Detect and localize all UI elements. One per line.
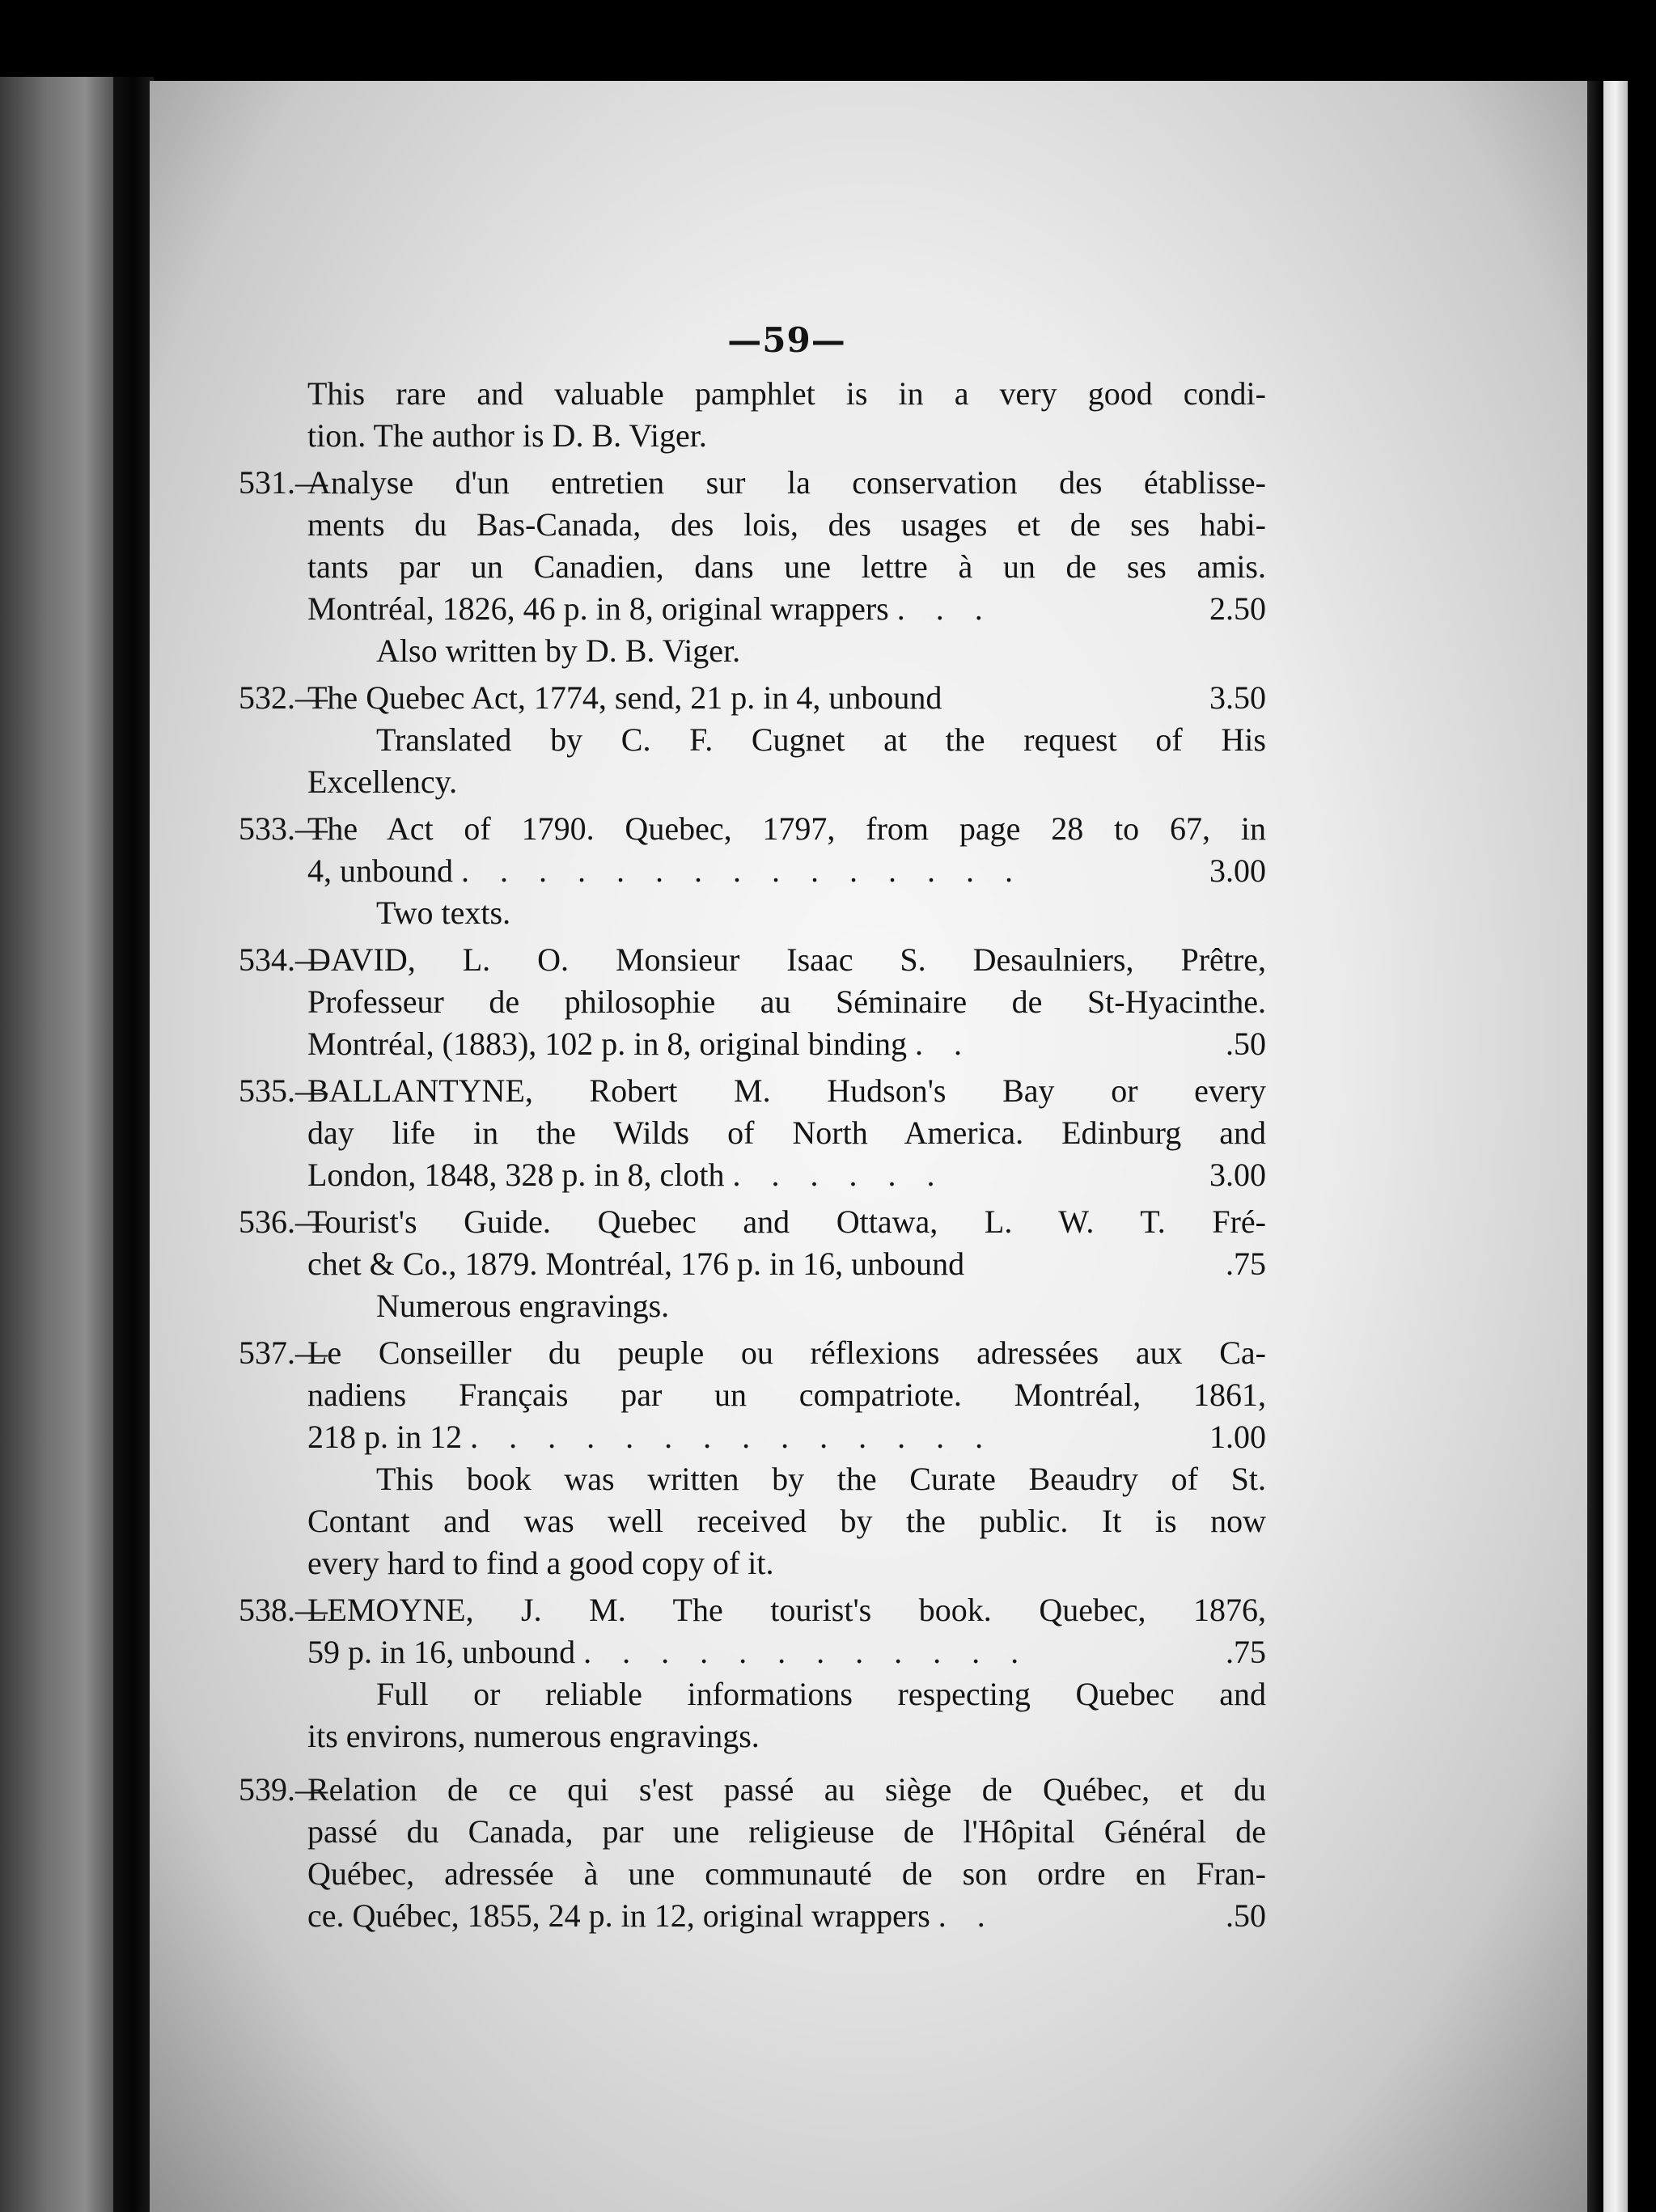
entry-note: its environs, numerous engravings. [307, 1718, 760, 1754]
entry-line: day life in the Wilds of North America. Edinburg and [307, 1114, 1266, 1151]
preamble-line: tion. The author is D. B. Viger. [307, 417, 707, 454]
price-row [307, 850, 1266, 892]
scan-border-right [1628, 81, 1656, 2212]
catalogue-entry [239, 808, 1266, 934]
entry-line: Relation de ce qui s'est passé au siège de Québec, et du [307, 1771, 1266, 1808]
price-row [307, 1895, 1266, 1937]
price: .75 [1226, 1634, 1266, 1670]
entry-number: 537.— [239, 1334, 328, 1371]
entry-note: Also written by D. B. Viger. [376, 632, 741, 669]
leader-dots: . . [915, 1026, 974, 1062]
price: .75 [1226, 1246, 1266, 1282]
price-row [307, 1243, 1266, 1285]
entry-line: ments du Bas-Canada, des lois, des usages et de ses habi- [307, 506, 1266, 543]
entry-line: The Quebec Act, 1774, send, 21 p. in 4, unbound [307, 679, 942, 716]
entry-line: Québec, adressée à une communauté de son ordre en Fran- [307, 1855, 1266, 1892]
entry-number: 535.— [239, 1072, 328, 1109]
entry-note: Full or reliable informations respecting Quebec and [376, 1676, 1266, 1712]
price: .50 [1226, 1026, 1266, 1062]
catalogue-entry [239, 1769, 1266, 1937]
entry-line: passé du Canada, par une religieuse de l'Hôpital Général de [307, 1813, 1266, 1850]
price: 2.50 [1209, 590, 1266, 627]
price: 3.00 [1209, 852, 1266, 889]
entry-line: Montréal, 1826, 46 p. in 8, original wrappers [307, 590, 889, 627]
entry-number: 534.— [239, 941, 328, 978]
price-row [307, 1154, 1266, 1196]
leader-dots: . . [938, 1897, 997, 1934]
entry-line: Analyse d'un entretien sur la conservation des établisse- [307, 464, 1266, 501]
price-row [307, 677, 1266, 719]
page-edge-shadow [1587, 81, 1603, 2212]
entry-line: 4, unbound [307, 852, 453, 889]
scan-border-top [0, 0, 1656, 81]
entry-line: LEMOYNE, J. M. The tourist's book. Quebec, 1876, [307, 1592, 1266, 1628]
price-row [307, 1023, 1266, 1065]
entry-note: every hard to find a good copy of it. [307, 1545, 774, 1581]
entry-note: Excellency. [307, 763, 458, 800]
entry-line: London, 1848, 328 p. in 8, cloth [307, 1157, 725, 1193]
entry-note: Translated by C. F. Cugnet at the request of His [376, 721, 1266, 758]
catalogue-entry [239, 939, 1266, 1065]
entry-line: tants par un Canadien, dans une lettre à un de ses amis. [307, 548, 1266, 585]
entry-line: 218 p. in 12 [307, 1419, 463, 1455]
binding-gutter [113, 77, 154, 2212]
price: 3.00 [1209, 1157, 1266, 1193]
entry-number: 538.— [239, 1592, 328, 1628]
entry-note: Two texts. [376, 895, 511, 931]
entry-line: 59 p. in 16, unbound [307, 1634, 576, 1670]
entry-line: Le Conseiller du peuple ou réflexions adressées aux Ca- [307, 1334, 1266, 1371]
leader-dots: . . . . . . . . . . . . . . [470, 1419, 995, 1455]
price-row [307, 588, 1266, 630]
price-row [307, 1416, 1266, 1458]
entry-line: chet & Co., 1879. Montréal, 176 p. in 16, unbound [307, 1246, 965, 1282]
leader-dots: . . . . . . [732, 1157, 947, 1193]
entry-note: Numerous engravings. [376, 1288, 670, 1324]
entry-note: Contant and was well received by the public. It is now [307, 1503, 1266, 1539]
entry-number: 531.— [239, 464, 328, 501]
catalogue-entry [239, 1589, 1266, 1757]
entry-number: 536.— [239, 1203, 328, 1240]
price: 1.00 [1209, 1419, 1266, 1455]
entry-line: ce. Québec, 1855, 24 p. in 12, original wrappers [307, 1897, 930, 1934]
price-row [307, 1631, 1266, 1673]
price: 3.50 [1209, 679, 1266, 716]
leader-dots: . . . [896, 590, 994, 627]
preamble [307, 373, 1266, 457]
page-edge-strip [1603, 81, 1628, 2212]
leader-dots: . . . . . . . . . . . . . . . [461, 852, 1024, 889]
entry-line: nadiens Français par un compatriote. Montréal, 1861, [307, 1377, 1266, 1413]
page-number: —59— [727, 320, 846, 360]
leader-dots: . . . . . . . . . . . . [583, 1634, 1031, 1670]
catalogue-entry [239, 1201, 1266, 1327]
entry-line: The Act of 1790. Quebec, 1797, from page 28 to 67, in [307, 810, 1266, 847]
entry-number: 539.— [239, 1771, 328, 1808]
preamble-line: This rare and valuable pamphlet is in a very good condi- [307, 375, 1266, 412]
catalogue-entry [239, 1070, 1266, 1196]
entry-number: 532.— [239, 679, 328, 716]
entry-line: Professeur de philosophie au Séminaire de St-Hyacinthe. [307, 983, 1266, 1020]
entry-number: 533.— [239, 810, 328, 847]
entry-line: BALLANTYNE, Robert M. Hudson's Bay or every [307, 1072, 1266, 1109]
price: .50 [1226, 1897, 1266, 1934]
catalogue-entry [239, 462, 1266, 672]
catalogue-entry [239, 1332, 1266, 1584]
facing-page-edge [0, 77, 113, 2212]
entry-line: Montréal, (1883), 102 p. in 8, original binding [307, 1026, 908, 1062]
entry-line: DAVID, L. O. Monsieur Isaac S. Desaulniers, Prêtre, [307, 941, 1266, 978]
catalogue-entry [239, 677, 1266, 803]
entry-note: This book was written by the Curate Beaudry of St. [376, 1461, 1266, 1497]
page-text [239, 319, 1266, 1937]
entry-line: Tourist's Guide. Quebec and Ottawa, L. W. T. Fré- [307, 1203, 1266, 1240]
